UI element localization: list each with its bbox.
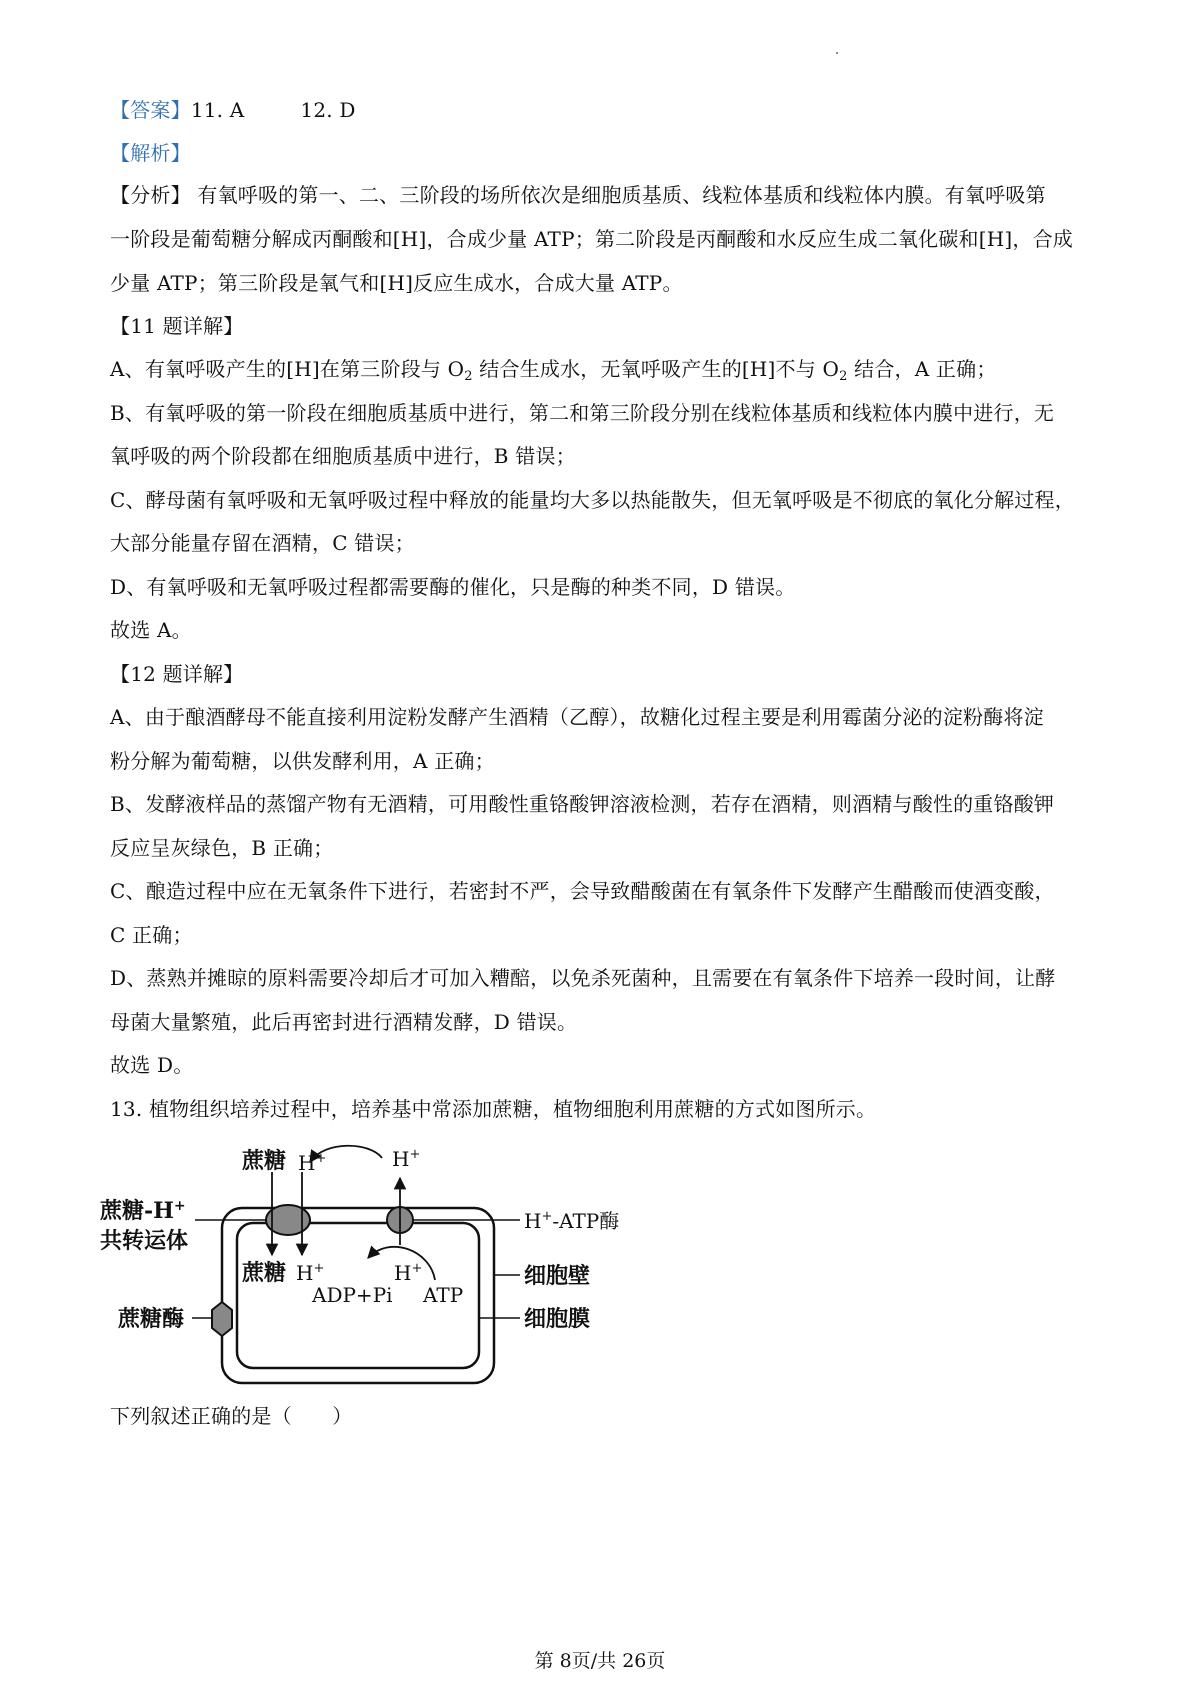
q11-a-sub-1: 2 — [464, 369, 473, 384]
analysis-line-3: 少量 ATP；第三阶段是氧气和[H]反应生成水，合成大量 ATP。 — [110, 271, 683, 295]
q11-a-text-1: A、有氧呼吸产生的[H]在第三阶段与 O — [110, 357, 465, 381]
cell-membrane-label: 细胞膜 — [524, 1306, 591, 1332]
answer-11: 11. A — [190, 98, 245, 122]
sucrose-inside-label: 蔗糖 — [242, 1260, 287, 1286]
h-outside-left: H+ — [298, 1151, 327, 1175]
answer-line — [110, 95, 1100, 125]
q12-heading: 【12 题详解】 — [110, 662, 244, 686]
atp-label: ATP — [423, 1283, 464, 1307]
analysis-line-2: 一阶段是葡萄糖分解成丙酮酸和[H]，合成少量 ATP；第二阶段是丙酮酸和水反应生成二氧化碳和[H]，合成 — [110, 227, 1073, 251]
q11-option-b-line-2: 氧呼吸的两个阶段都在细胞质基质中进行，B 错误； — [110, 444, 576, 468]
answer-12: 12. D — [300, 98, 356, 122]
q11-choice: 故选 A。 — [110, 618, 192, 642]
q11-option-c-line-2: 大部分能量存留在酒精，C 错误； — [110, 531, 415, 555]
q12-option-c-line-2: C 正确； — [110, 923, 193, 947]
q11-a-text-2: 结合生成水，无氧呼吸产生的[H]不与 O — [472, 357, 840, 381]
sucrase-label: 蔗糖酶 — [118, 1306, 185, 1332]
sucrose-outside-label: 蔗糖 — [242, 1148, 287, 1174]
q13-question: 下列叙述正确的是（ ） — [110, 1404, 353, 1428]
q11-a-sub-2: 2 — [839, 369, 848, 384]
analysis-label: 【分析】 — [110, 183, 191, 207]
q12-option-a-line-2: 粉分解为葡萄糖，以供发酵利用，A 正确； — [110, 749, 495, 773]
answer-label: 【答案】 — [110, 98, 191, 122]
sucrase-protein — [212, 1302, 232, 1336]
scan-speck — [836, 52, 838, 54]
h-inside-left: H+ — [296, 1261, 325, 1285]
q12-choice: 故选 D。 — [110, 1053, 194, 1077]
sucrose-transport-diagram — [100, 1147, 660, 1490]
q11-option-a — [110, 354, 1100, 384]
cell-wall-label: 细胞壁 — [524, 1263, 591, 1289]
q12-option-b-line-2: 反应呈灰绿色，B 正确； — [110, 836, 334, 860]
h-atpase-label: H+-ATP酶 — [524, 1209, 620, 1233]
cotransporter-label-1: 蔗糖-H+ — [100, 1198, 186, 1224]
q11-heading: 【11 题详解】 — [110, 314, 244, 338]
q12-option-a-line-1: A、由于酿酒酵母不能直接利用淀粉发酵产生酒精（乙醇），故糖化过程主要是利用霉菌分泌的淀粉酶将淀 — [110, 705, 1044, 729]
analysis-section-label: 【解析】 — [110, 141, 191, 165]
h-outside-right: H+ — [392, 1147, 421, 1171]
q11-option-c-line-1: C、酵母菌有氧呼吸和无氧呼吸过程中释放的能量均大多以热能散失，但无氧呼吸是不彻底的氧化分解过程， — [110, 488, 1075, 512]
q12-option-b-line-1: B、发酵液样品的蒸馏产物有无酒精，可用酸性重铬酸钾溶液检测，若存在酒精，则酒精与酸性的重铬酸钾 — [110, 792, 1055, 816]
q13-stem: 13. 植物组织培养过程中，培养基中常添加蔗糖，植物细胞利用蔗糖的方式如图所示。 — [110, 1097, 877, 1121]
q11-option-d: D、有氧呼吸和无氧呼吸过程都需要酶的催化，只是酶的种类不同，D 错误。 — [110, 575, 796, 599]
q11-option-b-line-1: B、有氧呼吸的第一阶段在细胞质基质中进行，第二和第三阶段分别在线粒体基质和线粒体内膜中进行，无 — [110, 401, 1055, 425]
adp-label: ADP+Pi — [312, 1283, 393, 1307]
analysis-text-1: 有氧呼吸的第一、二、三阶段的场所依次是细胞质基质、线粒体基质和线粒体内膜。有氧呼吸第 — [197, 183, 1046, 207]
h-inside-right: H+ — [394, 1261, 423, 1285]
cotransporter-label-2: 共转运体 — [100, 1228, 189, 1254]
q12-option-d-line-1: D、蒸熟并摊晾的原料需要冷却后才可加入糟醅，以免杀死菌种，且需要在有氧条件下培养一段时间，让酵 — [110, 966, 1056, 990]
page-footer: 第 8页/共 26页 — [534, 1650, 666, 1672]
q12-option-d-line-2: 母菌大量繁殖，此后再密封进行酒精发酵，D 错误。 — [110, 1010, 578, 1034]
q11-a-text-3: 结合，A 正确； — [847, 357, 997, 381]
analysis-line-1 — [110, 180, 1100, 210]
q12-option-c-line-1: C、酿造过程中应在无氧条件下进行，若密封不严，会导致醋酸菌在有氧条件下发酵产生醋酸而使酒变酸， — [110, 879, 1055, 903]
